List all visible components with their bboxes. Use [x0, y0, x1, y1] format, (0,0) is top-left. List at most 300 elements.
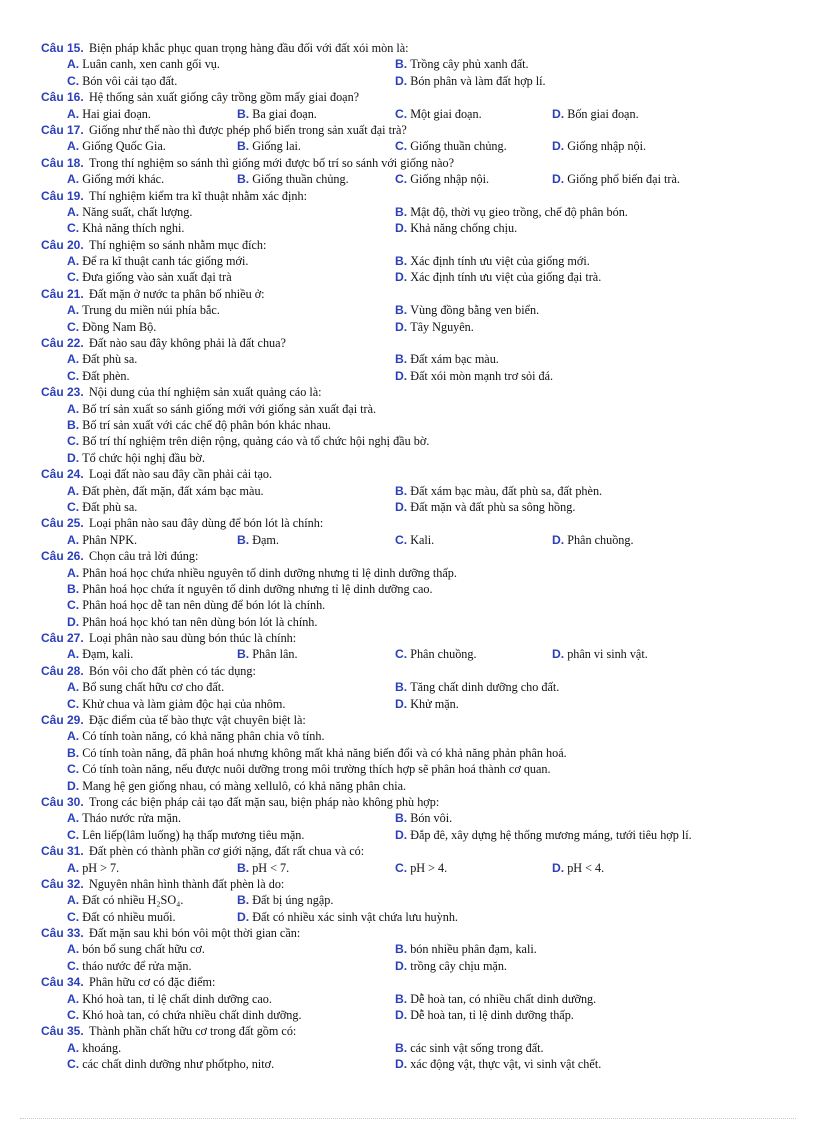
option-text: Đất bị úng ngập.: [252, 893, 334, 908]
question-number: Câu 28.: [41, 663, 84, 678]
option-letter: D.: [395, 1008, 408, 1023]
question-text: Hệ thống sản xuất giống cây trồng gồm mấy giai đoạn?: [89, 90, 360, 105]
option-text: Đất mặn và đất phù sa sông hồng.: [410, 499, 576, 514]
answer-option[interactable]: [395, 1007, 574, 1023]
answer-option[interactable]: [395, 941, 537, 957]
option-letter: B.: [395, 303, 408, 318]
option-text: Giống Quốc Gia.: [82, 139, 166, 154]
option-letter: D.: [552, 860, 565, 875]
question-text: Nguyên nhân hình thành đất phèn là do:: [89, 876, 285, 891]
option-text: Giống mới khác.: [82, 172, 165, 187]
option-text: Xác định tính ưu việt của giống mới.: [410, 254, 590, 269]
option-text: Một giai đoạn.: [410, 106, 482, 121]
option-letter: A.: [67, 729, 80, 744]
answer-row: [0, 581, 816, 597]
option-letter: B.: [237, 647, 250, 662]
option-text: Khả năng thích nghi.: [82, 221, 185, 236]
option-text: Phân hoá học khó tan nên dùng bón lót là chính.: [82, 614, 318, 629]
option-letter: D.: [395, 73, 408, 88]
option-text: Đất phù sa.: [82, 352, 138, 367]
option-letter: D.: [237, 909, 250, 924]
answer-option[interactable]: [395, 991, 596, 1007]
question-number: Câu 23.: [41, 385, 84, 400]
answer-option[interactable]: [67, 909, 176, 925]
answer-row: [0, 253, 816, 269]
answer-option[interactable]: [67, 565, 457, 581]
option-letter: A.: [67, 647, 80, 662]
answer-option[interactable]: [67, 1056, 274, 1072]
question-row: [0, 712, 816, 728]
answer-option[interactable]: [552, 860, 604, 876]
option-letter: D.: [395, 1057, 408, 1072]
answer-option[interactable]: [395, 1056, 601, 1072]
option-text: các chất dinh dưỡng như phốtpho, nitơ.: [82, 1057, 275, 1072]
answer-option[interactable]: [395, 204, 628, 220]
option-letter: A.: [67, 1040, 80, 1055]
answer-option[interactable]: [67, 728, 325, 744]
option-text: trồng cây chịu mặn.: [410, 958, 507, 973]
option-text: Mang hệ gen giống nhau, có màng xellulô, có khả năng phân chia.: [82, 778, 407, 793]
option-text: Bón vôi cải tạo đất.: [82, 73, 178, 88]
answer-option[interactable]: [395, 269, 601, 285]
option-letter: A.: [67, 106, 80, 121]
answer-option[interactable]: [67, 827, 304, 843]
question-number: Câu 25.: [41, 516, 84, 531]
option-letter: D.: [552, 647, 565, 662]
question-number: Câu 20.: [41, 237, 84, 252]
answer-option[interactable]: [395, 646, 477, 662]
question-row: [0, 384, 816, 400]
answer-option[interactable]: [67, 138, 166, 154]
answer-row: [0, 401, 816, 417]
answer-option[interactable]: [395, 860, 447, 876]
option-letter: A.: [67, 172, 80, 187]
option-letter: C.: [395, 647, 408, 662]
answer-option[interactable]: [237, 860, 289, 876]
answer-option[interactable]: [67, 433, 429, 449]
answer-option[interactable]: [395, 532, 434, 548]
answer-option[interactable]: [67, 269, 232, 285]
answer-option[interactable]: [67, 351, 137, 367]
question-row: [0, 188, 816, 204]
question-row: [0, 237, 816, 253]
option-letter: A.: [67, 942, 80, 957]
answer-row: [0, 679, 816, 695]
option-text: Đắp đê, xây dựng hệ thống mương máng, tưới tiêu hợp lí.: [410, 827, 692, 842]
answer-option[interactable]: [67, 614, 317, 630]
answer-option[interactable]: [67, 1007, 302, 1023]
option-letter: D.: [67, 450, 80, 465]
option-letter: C.: [67, 958, 80, 973]
answer-row: [0, 1007, 816, 1023]
question-text: Bón vôi cho đất phèn có tác dụng:: [89, 663, 256, 678]
option-letter: C.: [67, 598, 80, 613]
answer-option[interactable]: [67, 860, 119, 876]
answer-row: [0, 728, 816, 744]
question-number: Câu 27.: [41, 631, 84, 646]
question-number: Câu 17.: [41, 122, 84, 137]
answer-option[interactable]: [395, 351, 499, 367]
option-text: Giống phổ biến đại trà.: [567, 172, 680, 187]
question-text: Nội dung của thí nghiệm sản xuất quảng cáo là:: [89, 385, 322, 400]
question-number: Câu 22.: [41, 336, 84, 351]
option-text: Bốn giai đoạn.: [567, 106, 639, 121]
option-text: Năng suất, chất lượng.: [82, 204, 193, 219]
answer-option[interactable]: [67, 646, 133, 662]
option-letter: C.: [67, 696, 80, 711]
answer-option[interactable]: [67, 73, 177, 89]
option-letter: C.: [67, 434, 80, 449]
answer-option[interactable]: [67, 778, 406, 794]
answer-row: [0, 761, 816, 777]
answer-option[interactable]: [395, 810, 452, 826]
answer-option[interactable]: [395, 56, 529, 72]
answer-option[interactable]: [395, 679, 559, 695]
option-text: Đất có nhiều muối.: [82, 909, 176, 924]
answer-option[interactable]: [552, 106, 639, 122]
option-letter: A.: [67, 991, 80, 1006]
answer-option[interactable]: [67, 532, 137, 548]
answer-option[interactable]: [395, 368, 553, 384]
option-letter: A.: [67, 303, 80, 318]
answer-option[interactable]: [395, 253, 590, 269]
option-text: các sinh vật sống trong đất.: [410, 1040, 544, 1055]
option-text: Phân lân.: [252, 647, 298, 662]
answer-option[interactable]: [237, 138, 301, 154]
answer-option[interactable]: [67, 696, 285, 712]
answer-option[interactable]: [67, 450, 205, 466]
option-letter: B.: [237, 893, 250, 908]
answer-row: [0, 220, 816, 236]
answer-option[interactable]: [395, 73, 546, 89]
option-letter: D.: [552, 106, 565, 121]
answer-row: [0, 368, 816, 384]
option-text: pH > 4.: [410, 860, 448, 875]
option-text: Bố trí thí nghiệm trên diện rộng, quảng cáo và tổ chức hội nghị đầu bờ.: [82, 434, 430, 449]
question-row: [0, 466, 816, 482]
answer-option[interactable]: [395, 319, 474, 335]
option-text: Để ra kĩ thuật canh tác giống mới.: [82, 254, 249, 269]
option-letter: D.: [395, 499, 408, 514]
option-letter: C.: [67, 270, 80, 285]
option-letter: B.: [67, 581, 80, 596]
answer-option[interactable]: [237, 909, 458, 925]
answer-row: [0, 351, 816, 367]
answer-option[interactable]: [67, 991, 272, 1007]
question-number: Câu 16.: [41, 90, 84, 105]
option-letter: D.: [395, 319, 408, 334]
option-text: xác động vật, thực vật, vi sinh vật chết.: [410, 1057, 602, 1072]
answer-row: [0, 565, 816, 581]
option-text: Tây Nguyên.: [410, 319, 474, 334]
question-row: [0, 155, 816, 171]
option-letter: D.: [67, 614, 80, 629]
option-letter: C.: [67, 1057, 80, 1072]
question-text: Biện pháp khắc phục quan trọng hàng đầu đối với đất xói mòn là:: [89, 41, 409, 55]
answer-row: [0, 597, 816, 613]
question-text: Trong các biện pháp cải tạo đất mặn sau, biện pháp nào không phù hợp:: [89, 794, 440, 809]
answer-option[interactable]: [67, 220, 184, 236]
exam-page: [0, 40, 816, 1073]
answer-option[interactable]: [552, 532, 634, 548]
option-text: Phân hoá học dễ tan nên dùng để bón lót là chính.: [82, 598, 326, 613]
question-row: [0, 548, 816, 564]
option-text: Đưa giống vào sản xuất đại trà: [82, 270, 232, 285]
question-text: Trong thí nghiệm so sánh thì giống mới được bố trí so sánh với giống nào?: [89, 155, 455, 170]
answer-row: [0, 991, 816, 1007]
option-text: Luân canh, xen canh gối vụ.: [82, 57, 220, 72]
answer-option[interactable]: [237, 532, 279, 548]
answer-row: [0, 73, 816, 89]
answer-row: [0, 941, 816, 957]
option-text: Đạm, kali.: [82, 647, 134, 662]
answer-option[interactable]: [67, 941, 205, 957]
option-text: Phân chuồng.: [567, 532, 634, 547]
question-row: [0, 515, 816, 531]
question-number: Câu 29.: [41, 713, 84, 728]
option-letter: D.: [552, 532, 565, 547]
answer-option[interactable]: [237, 171, 349, 187]
question-row: [0, 843, 816, 859]
option-text: Khả năng chống chịu.: [410, 221, 518, 236]
answer-row: [0, 138, 816, 154]
option-letter: B.: [67, 417, 80, 432]
question-text: Đất phèn có thành phần cơ giới nặng, đất rất chua và có:: [89, 844, 365, 859]
option-letter: B.: [395, 352, 408, 367]
answer-option[interactable]: [395, 696, 459, 712]
option-letter: C.: [67, 827, 80, 842]
option-text: Đất có nhiều xác sinh vật chứa lưu huỳnh.: [252, 909, 458, 924]
question-number: Câu 30.: [41, 794, 84, 809]
option-letter: D.: [67, 778, 80, 793]
question-row: [0, 335, 816, 351]
answer-option[interactable]: [67, 892, 183, 908]
option-letter: B.: [237, 139, 250, 154]
option-text: Mật độ, thời vụ gieo trồng, chế độ phân bón.: [410, 204, 628, 219]
question-number: Câu 34.: [41, 975, 84, 990]
option-text: bón nhiều phân đạm, kali.: [410, 942, 537, 957]
option-text: Kali.: [410, 532, 435, 547]
option-text: Dễ hoà tan, tỉ lệ dinh dưỡng thấp.: [410, 1008, 574, 1023]
option-letter: B.: [395, 204, 408, 219]
option-text: Có tính toàn năng, có khả năng phân chia vô tính.: [82, 729, 325, 744]
option-letter: A.: [67, 204, 80, 219]
question-text: Giống như thế nào thì được phép phổ biến trong sản xuất đại trà?: [89, 122, 407, 137]
option-text: Đất xám bạc màu.: [410, 352, 499, 367]
question-text: Thí nghiệm kiểm tra kĩ thuật nhằm xác định:: [89, 188, 307, 203]
option-text: Giống nhập nội.: [567, 139, 647, 154]
question-number: Câu 18.: [41, 155, 84, 170]
question-number: Câu 33.: [41, 926, 84, 941]
answer-row: [0, 417, 816, 433]
option-text: pH > 7.: [82, 860, 120, 875]
answer-option[interactable]: [67, 581, 433, 597]
option-text: Giống thuần chủng.: [410, 139, 507, 154]
option-letter: A.: [67, 565, 80, 580]
question-number: Câu 26.: [41, 549, 84, 564]
option-text: Bón phân và làm đất hợp lí.: [410, 73, 546, 88]
option-text: Bố trí sản xuất với các chế độ phân bón khác nhau.: [82, 417, 331, 432]
answer-row: [0, 106, 816, 122]
option-letter: A.: [67, 811, 80, 826]
answer-option[interactable]: [67, 56, 220, 72]
answer-row: [0, 56, 816, 72]
option-letter: C.: [395, 139, 408, 154]
option-text: Tăng chất dinh dưỡng cho đất.: [410, 680, 560, 695]
question-row: [0, 925, 816, 941]
option-letter: C.: [67, 368, 80, 383]
question-text: Thí nghiệm so sánh nhằm mục đích:: [89, 237, 267, 252]
option-letter: A.: [67, 57, 80, 72]
answer-row: [0, 810, 816, 826]
answer-option[interactable]: [395, 483, 602, 499]
answer-option[interactable]: [67, 253, 248, 269]
option-letter: B.: [395, 942, 408, 957]
option-letter: C.: [395, 532, 408, 547]
answer-option[interactable]: [237, 892, 333, 908]
answer-row: [0, 696, 816, 712]
option-text: Đạm.: [252, 532, 279, 547]
answer-option[interactable]: [67, 171, 164, 187]
option-text: Vùng đồng bằng ven biển.: [410, 303, 540, 318]
option-text: Khử chua và làm giảm độc hại của nhôm.: [82, 696, 286, 711]
option-text: Bố trí sản xuất so sánh giống mới với giống sản xuất đại trà.: [82, 401, 377, 416]
option-text: Phân chuồng.: [410, 647, 477, 662]
answer-row: [0, 646, 816, 662]
answer-option[interactable]: [67, 810, 181, 826]
answer-option[interactable]: [67, 958, 192, 974]
option-letter: A.: [67, 254, 80, 269]
option-text: Đất phù sa.: [82, 499, 138, 514]
option-letter: A.: [67, 483, 80, 498]
option-text: Giống thuần chủng.: [252, 172, 349, 187]
option-text: Khó hoà tan, tỉ lệ chất dinh dưỡng cao.: [82, 991, 272, 1006]
option-letter: A.: [67, 860, 80, 875]
question-row: [0, 876, 816, 892]
answer-option[interactable]: [552, 138, 646, 154]
option-letter: C.: [67, 909, 80, 924]
option-letter: C.: [67, 1008, 80, 1023]
option-text: Khó hoà tan, có chứa nhiều chất dinh dưỡng.: [82, 1008, 302, 1023]
question-row: [0, 40, 816, 56]
option-letter: C.: [67, 221, 80, 236]
question-number: Câu 24.: [41, 467, 84, 482]
question-text: Thành phần chất hữu cơ trong đất gồm có:: [89, 1024, 297, 1039]
option-text: Bón vôi.: [410, 811, 453, 826]
question-text: Đất mặn ở nước ta phân bố nhiều ở:: [89, 286, 265, 301]
answer-row: [0, 909, 816, 925]
answer-option[interactable]: [395, 171, 489, 187]
answer-option[interactable]: [552, 646, 648, 662]
answer-option[interactable]: [395, 958, 507, 974]
answer-option[interactable]: [67, 368, 130, 384]
option-letter: D.: [395, 221, 408, 236]
answer-row: [0, 171, 816, 187]
question-text: Phân hữu cơ có đặc điểm:: [89, 975, 216, 990]
answer-option[interactable]: [67, 204, 192, 220]
option-text: tháo nước để rửa mặn.: [82, 958, 192, 973]
page-bottom-divider: [20, 1118, 796, 1119]
answer-option[interactable]: [67, 302, 220, 318]
answer-row: [0, 499, 816, 515]
option-letter: B.: [395, 680, 408, 695]
answer-option[interactable]: [237, 646, 298, 662]
answer-option[interactable]: [395, 302, 539, 318]
answer-option[interactable]: [395, 1040, 544, 1056]
question-text: Đặc điểm của tế bào thực vật chuyên biệt là:: [89, 713, 306, 728]
question-number: Câu 19.: [41, 188, 84, 203]
answer-option[interactable]: [67, 417, 331, 433]
option-letter: C.: [395, 106, 408, 121]
option-letter: A.: [67, 532, 80, 547]
question-row: [0, 663, 816, 679]
option-text: Phân NPK.: [82, 532, 138, 547]
question-text: Loại đất nào sau đây cần phải cải tạo.: [89, 467, 273, 482]
answer-option[interactable]: [395, 106, 482, 122]
option-text: Xác định tính ưu việt của giống đại trà.: [410, 270, 602, 285]
option-text: Ba giai đoạn.: [252, 106, 317, 121]
answer-option[interactable]: [67, 745, 567, 761]
answer-option[interactable]: [395, 220, 517, 236]
option-letter: B.: [237, 106, 250, 121]
question-row: [0, 974, 816, 990]
answer-option[interactable]: [237, 106, 317, 122]
answer-option[interactable]: [67, 499, 137, 515]
answer-row: [0, 319, 816, 335]
option-text: Lên liếp(lâm luống) hạ thấp mương tiêu mặn.: [82, 827, 305, 842]
answer-option[interactable]: [67, 106, 151, 122]
answer-option[interactable]: [67, 679, 224, 695]
answer-option[interactable]: [67, 597, 325, 613]
option-letter: B.: [67, 745, 80, 760]
option-letter: C.: [67, 319, 80, 334]
option-text: Đất xám bạc màu, đất phù sa, đất phèn.: [410, 483, 603, 498]
answer-option[interactable]: [67, 319, 156, 335]
option-text: Đất có nhiều H₂SO₄.: [82, 893, 184, 908]
option-letter: A.: [67, 680, 80, 695]
option-text: Đất phèn.: [82, 368, 130, 383]
answer-option[interactable]: [395, 138, 507, 154]
question-row: [0, 89, 816, 105]
option-text: Phân hoá học chứa nhiều nguyên tố dinh dưỡng nhưng tỉ lệ dinh dưỡng thấp.: [82, 565, 457, 580]
option-letter: B.: [237, 532, 250, 547]
option-text: phân vi sinh vật.: [567, 647, 648, 662]
question-number: Câu 15.: [41, 41, 84, 55]
answer-option[interactable]: [67, 1040, 121, 1056]
option-letter: D.: [395, 827, 408, 842]
option-text: Có tính toàn năng, nếu được nuôi dưỡng trong môi trường thích hợp sẽ phân hoá thành cơ quan.: [82, 762, 551, 777]
option-letter: C.: [395, 172, 408, 187]
option-text: Giống nhập nội.: [410, 172, 490, 187]
answer-option[interactable]: [67, 761, 551, 777]
answer-option[interactable]: [395, 499, 575, 515]
option-text: Khử mặn.: [410, 696, 459, 711]
option-letter: D.: [395, 368, 408, 383]
question-number: Câu 32.: [41, 876, 84, 891]
answer-row: [0, 958, 816, 974]
answer-row: [0, 745, 816, 761]
answer-row: [0, 614, 816, 630]
question-number: Câu 35.: [41, 1024, 84, 1039]
option-letter: A.: [67, 401, 80, 416]
option-letter: B.: [237, 172, 250, 187]
answer-option[interactable]: [67, 483, 264, 499]
answer-row: [0, 532, 816, 548]
option-letter: B.: [395, 57, 408, 72]
answer-option[interactable]: [552, 171, 680, 187]
answer-option[interactable]: [395, 827, 692, 843]
answer-option[interactable]: [67, 401, 376, 417]
